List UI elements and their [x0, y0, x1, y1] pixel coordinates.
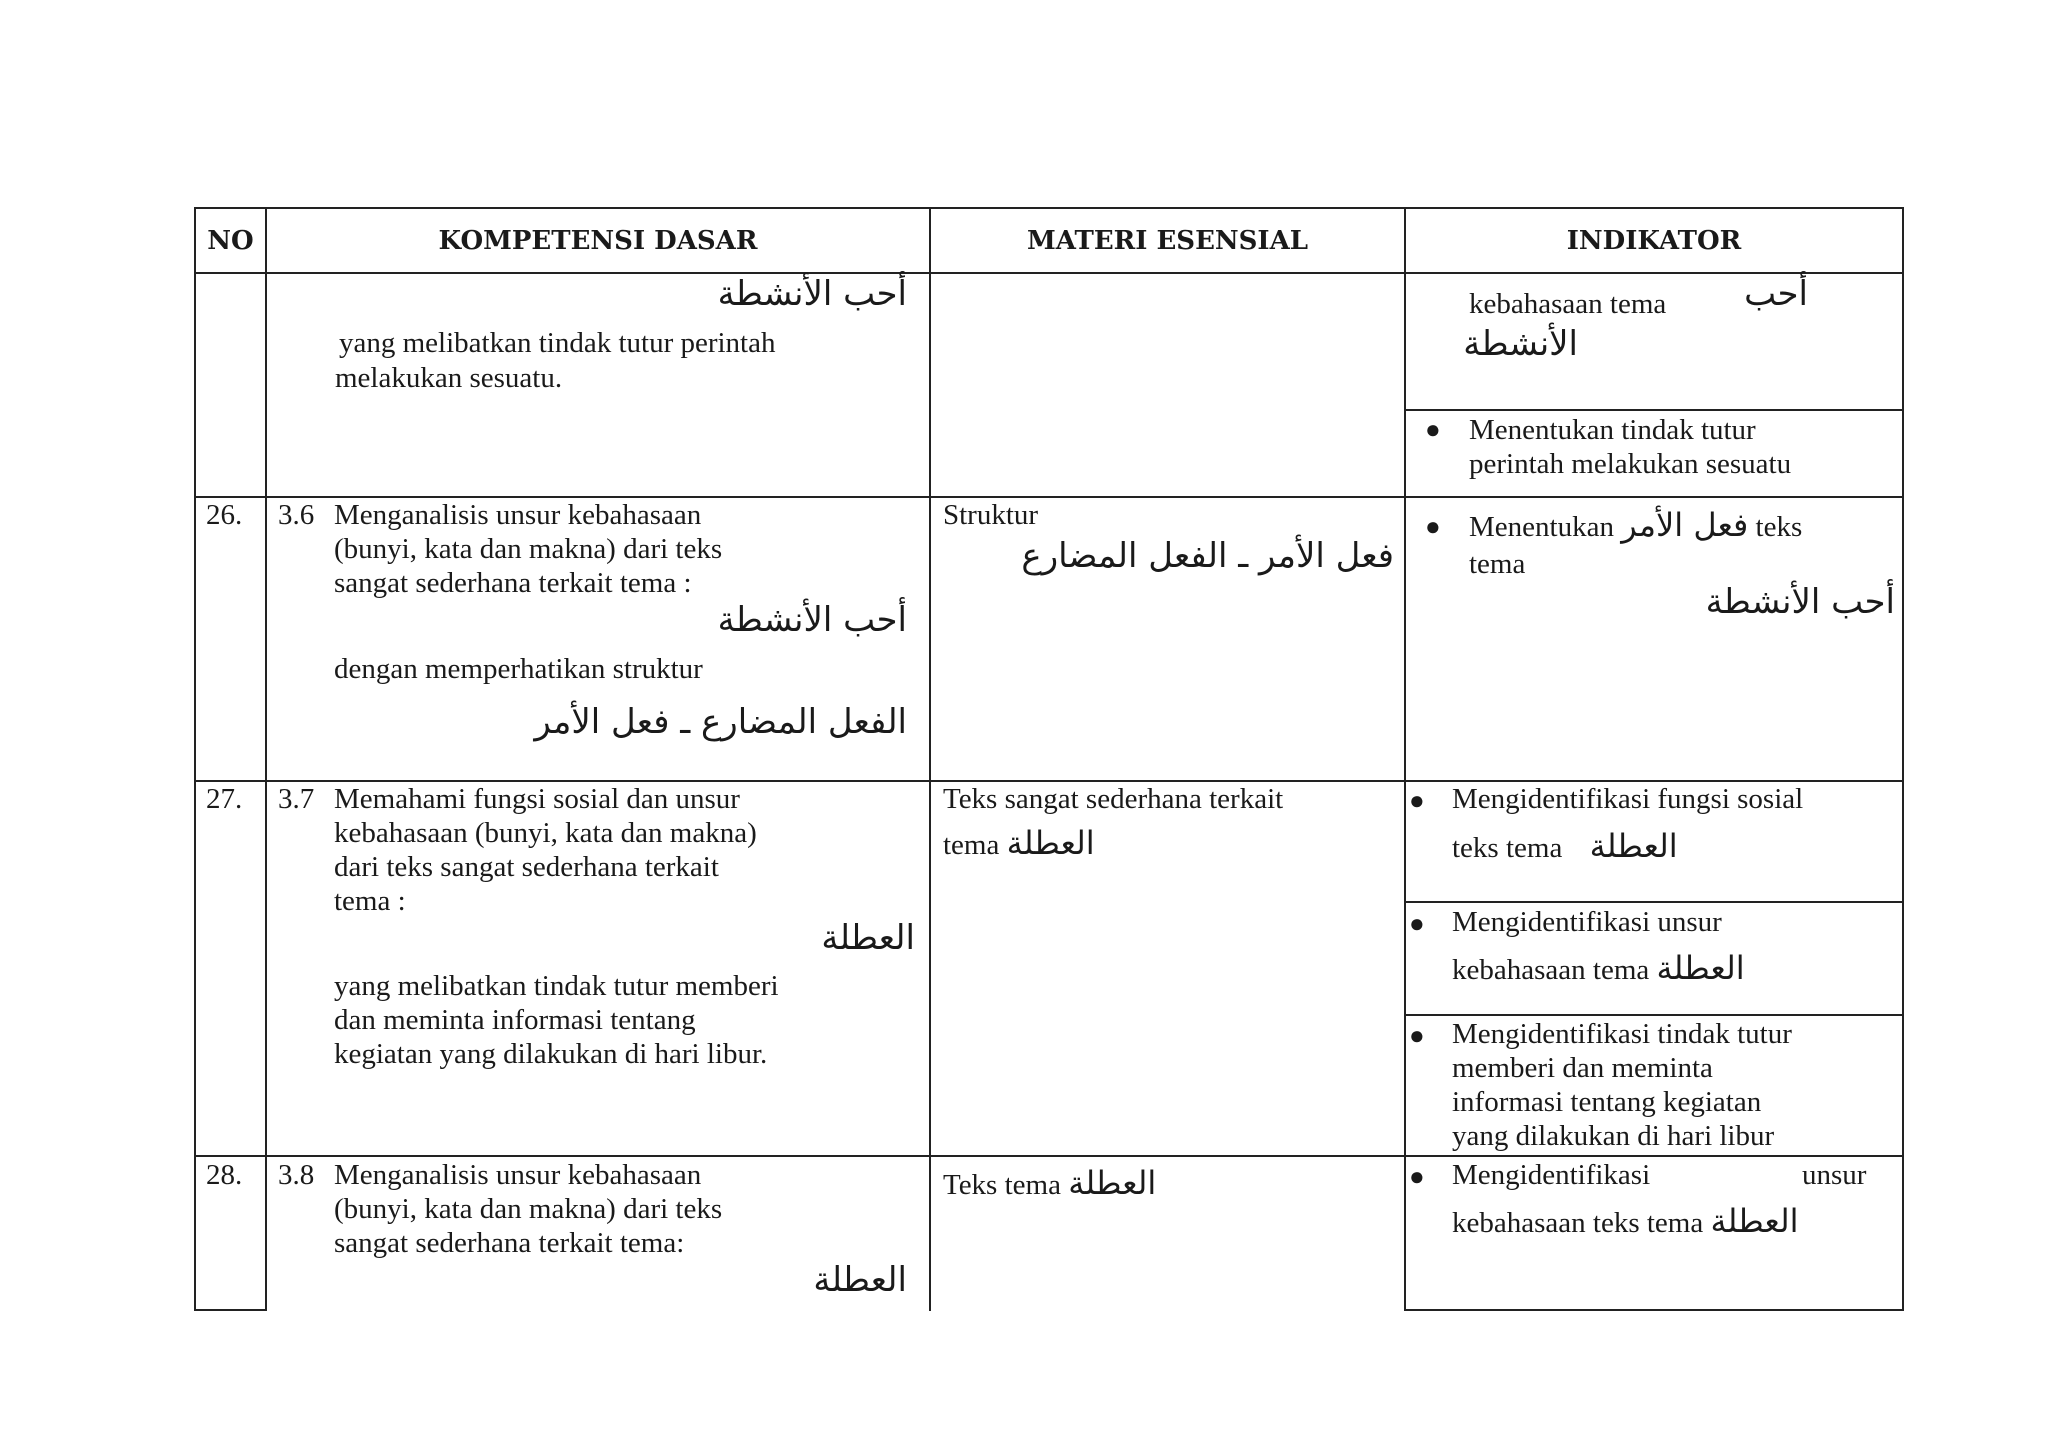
row-28-materi-tema: Teks tema [943, 1169, 1061, 1201]
row-28-kd-line1: Menganalisis unsur kebahasaan [334, 1159, 702, 1191]
ind-prev-arabic-2: الأنشطة [1463, 324, 1578, 364]
border-left [194, 207, 196, 1311]
row-27-ind3-line3: informasi tentang kegiatan [1452, 1086, 1762, 1118]
row-27-kd-num: 3.7 [278, 783, 315, 815]
border-top [194, 207, 1904, 209]
row-27-materi-line2 [943, 826, 1095, 862]
bottom-no [194, 1309, 267, 1311]
header-bottom [194, 272, 1904, 274]
header-materi: MATERI ESENSIAL [1026, 226, 1309, 256]
row-27-ind2-tema: kebahasaan tema [1452, 954, 1650, 986]
row-27-ind-divider-2 [1404, 1014, 1904, 1016]
row-27-kd-line6: dan meminta informasi tentang [334, 1004, 696, 1036]
header-indikator: INDIKATOR [1566, 226, 1742, 256]
row-28-no: 28. [206, 1159, 243, 1191]
row-26-kd-line1: Menganalisis unsur kebahasaan [334, 499, 702, 531]
ind-prev-text: kebahasaan tema [1469, 288, 1667, 320]
row-28-materi-line1 [943, 1166, 1156, 1202]
row-26-materi-line1: Struktur [943, 499, 1039, 531]
row-27-ind2-line1: Mengidentifikasi unsur [1452, 906, 1722, 938]
row-28-top [194, 1155, 1904, 1157]
ind-prev-arabic-1: أحب [1744, 274, 1808, 314]
row-28-ind-tema: kebahasaan teks tema [1452, 1207, 1704, 1239]
ind-prev-line1 [1469, 287, 1666, 321]
row-27-ind1-line1: Mengidentifikasi fungsi sosial [1452, 783, 1804, 815]
row-28-ind-line1a: Mengidentifikasi [1452, 1159, 1651, 1191]
border-right [1902, 207, 1904, 1311]
row-prev-ind-divider [1404, 409, 1904, 411]
kd-prev-line1: yang melibatkan tindak tutur perintah [339, 327, 776, 359]
row-26-kd-line4: dengan memperhatikan struktur [334, 653, 703, 685]
row-27-ind1-arabic: العطلة [1589, 827, 1678, 865]
bullet-icon: ● [1409, 1021, 1425, 1050]
row-27-ind2-arabic: العطلة [1656, 949, 1745, 987]
divider-kd [929, 207, 931, 1311]
row-26-kd-arabic-2: الفعل المضارع ـ فعل الأمر [534, 702, 907, 742]
row-26-kd-line3: sangat sederhana terkait tema : [334, 567, 692, 599]
row-26-kd-arabic-1: أحب الأنشطة [717, 600, 907, 640]
row-27-ind3-line2: memberi dan meminta [1452, 1052, 1713, 1084]
header-no: NO [207, 226, 254, 256]
row-26-kd-line2: (bunyi, kata dan makna) dari teks [334, 533, 723, 565]
ind-prev2-line2: perintah melakukan sesuatu [1469, 448, 1792, 480]
row-27-materi-arabic: العطلة [1006, 824, 1095, 862]
header-kompetensi: KOMPETENSI DASAR [438, 226, 758, 256]
row-28-ind-line2 [1452, 1204, 1799, 1240]
row-28-kd-num: 3.8 [278, 1159, 315, 1191]
bottom-ind [1404, 1309, 1904, 1311]
divider-materi [1404, 207, 1406, 1311]
row-27-no: 27. [206, 783, 243, 815]
bullet-icon: ● [1409, 1162, 1425, 1191]
bullet-icon: ● [1425, 415, 1441, 444]
row-27-ind3-line1: Mengidentifikasi tindak tutur [1452, 1018, 1792, 1050]
row-27-kd-line5: yang melibatkan tindak tutur memberi [334, 970, 779, 1002]
ind-prev2-line1: Menentukan tindak tutur [1469, 414, 1756, 446]
row-28-materi-arabic: العطلة [1068, 1164, 1157, 1202]
divider-no [265, 207, 267, 1311]
bullet-icon: ● [1425, 512, 1441, 541]
row-27-materi-line1: Teks sangat sederhana terkait [943, 783, 1284, 815]
row-27-ind3-line4: yang dilakukan di hari libur [1452, 1120, 1775, 1152]
row-26-ind-line1 [1469, 508, 1802, 544]
kd-prev-arabic: أحب الأنشطة [717, 274, 907, 314]
row-27-ind1-line2 [1452, 829, 1678, 865]
row-26-kd-num: 3.6 [278, 499, 315, 531]
row-27-ind1-tema: teks tema [1452, 832, 1563, 864]
bullet-icon: ● [1409, 909, 1425, 938]
row-26-ind-word1: Menentukan [1469, 511, 1614, 543]
row-27-ind2-line2 [1452, 951, 1745, 987]
row-27-kd-line7: kegiatan yang dilakukan di hari libur. [334, 1038, 768, 1070]
row-26-ind-arabic-inline: فعل الأمر [1621, 506, 1749, 544]
row-28-kd-line2: (bunyi, kata dan makna) dari teks [334, 1193, 723, 1225]
row-26-no: 26. [206, 499, 243, 531]
row-28-ind-line1b: unsur [1802, 1159, 1867, 1191]
row-27-kd-line3: dari teks sangat sederhana terkait [334, 851, 719, 883]
bullet-icon: ● [1409, 786, 1425, 815]
row-27-ind-divider-1 [1404, 901, 1904, 903]
row-27-kd-line1: Memahami fungsi sosial dan unsur [334, 783, 740, 815]
kd-prev-line2: melakukan sesuatu. [335, 362, 563, 394]
row-28-ind-arabic: العطلة [1710, 1202, 1799, 1240]
row-26-ind-arabic: أحب الأنشطة [1705, 582, 1895, 622]
row-28-kd-line3: sangat sederhana terkait tema: [334, 1227, 685, 1259]
row-27-kd-arabic: العطلة [821, 918, 915, 958]
row-27-kd-line2: kebahasaan (bunyi, kata dan makna) [334, 817, 757, 849]
row-28-kd-arabic: العطلة [813, 1260, 907, 1300]
row-26-materi-arabic: فعل الأمر ـ الفعل المضارع [1021, 536, 1394, 576]
row-26-ind-line2: tema [1469, 548, 1526, 580]
row-26-ind-word2: teks [1755, 511, 1803, 543]
row-27-materi-tema: tema [943, 829, 1000, 861]
row-27-kd-line4: tema : [334, 885, 406, 917]
